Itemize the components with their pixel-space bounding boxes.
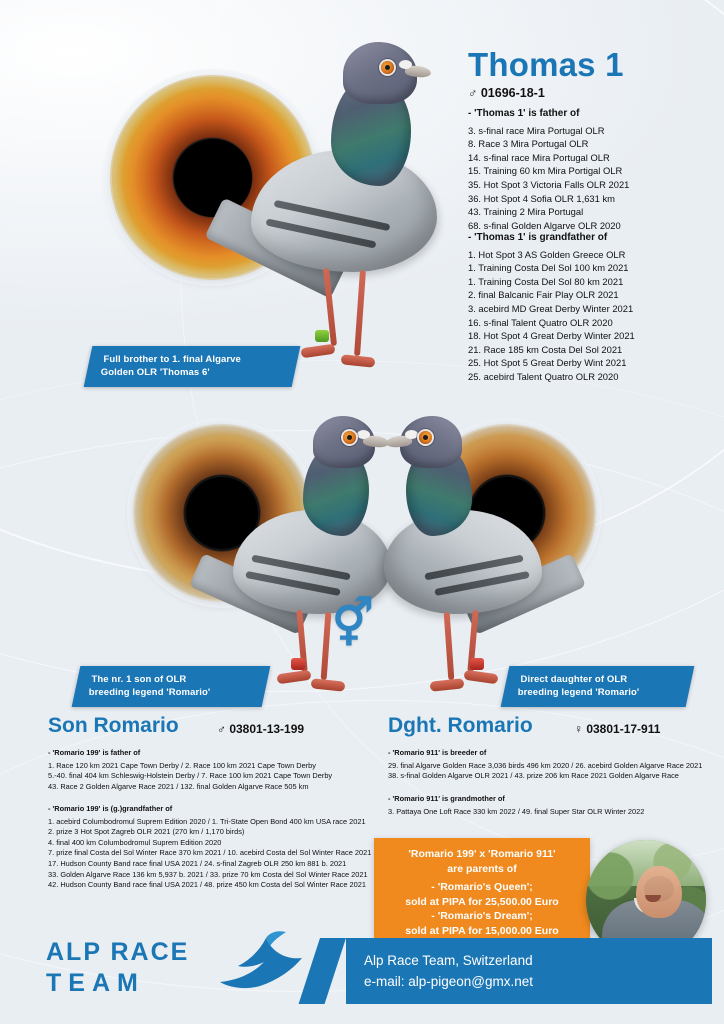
son-romario-title: Son Romario [48, 714, 179, 737]
dght-romario-title: Dght. Romario [388, 714, 533, 737]
contact-line-2: e-mail: alp-pigeon@gmx.net [364, 974, 534, 989]
ribbon-son-of-romario [72, 666, 271, 707]
grandfather-line: 16. s-final Talent Quatro OLR 2020 [468, 316, 613, 328]
parents-of-box [374, 838, 590, 947]
cere [399, 60, 412, 69]
ribbon-full-brother [84, 346, 301, 387]
father-line: 35. Hot Spot 3 Victoria Falls OLR 2021 [468, 178, 630, 190]
foot [430, 678, 465, 691]
foot [300, 344, 335, 359]
dght-romario-ring: ♀ 03801-17-911 [574, 722, 661, 736]
leg-band-green [315, 330, 329, 342]
son-grandfather-line: 2. prize 3 Hot Spot Zagreb OLR 2021 (270 km / 1,170 birds) [48, 827, 245, 837]
leg-band-red [291, 658, 305, 670]
pigeon-photo-dght-romario [360, 400, 570, 700]
main-ring-number: ♂ 01696-18-1 [468, 86, 545, 100]
alp-race-team-logo [46, 938, 189, 998]
eye [381, 61, 394, 74]
cere [405, 430, 418, 439]
grandfather-line: 1. Hot Spot 3 AS Golden Greece OLR [468, 248, 626, 260]
ribbon-line: breeding legend 'Romario' [517, 687, 640, 698]
dght-grandmother-block [388, 794, 644, 817]
son-grandfather-block [48, 804, 371, 891]
father-line: 43. Training 2 Mira Portugal [468, 206, 584, 218]
orange-line-5: - 'Romario's Dream'; [431, 910, 533, 922]
father-line: 36. Hot Spot 4 Sofia OLR 1,631 km [468, 192, 615, 204]
leg [354, 270, 366, 356]
son-grandfather-header: - 'Romario 199' is (g.)grandfather of [48, 804, 173, 813]
son-father-line: 5.-40. final 404 km Schleswig-Holstein Derby / 7. Race 100 km 2021 Cape Town Derby [48, 771, 333, 781]
ribbon-line: breeding legend 'Romario' [88, 687, 211, 698]
son-father-block [48, 748, 332, 792]
eye [343, 431, 356, 444]
ribbon-line: Direct daughter of OLR [520, 674, 628, 685]
logo-line-2: TEAM [46, 969, 145, 997]
son-grandfather-line: 4. final 400 km Columbodromul Suprem Edition 2020 [48, 837, 222, 847]
pigeon-photo-thomas-1 [215, 30, 455, 395]
dght-breeder-line: 38. s-final Golden Algarve OLR 2021 / 43. prize 206 km Race 2021 Golden Algarve Race [388, 771, 679, 781]
leg [444, 612, 455, 680]
father-line: 15. Training 60 km Mira Portigal OLR [468, 165, 623, 177]
orange-line-2: are parents of [447, 862, 517, 875]
leg [321, 612, 332, 680]
father-line: 8. Race 3 Mira Portugal OLR [468, 138, 589, 150]
gender-symbol: ⚥ [332, 597, 374, 649]
grandfather-line: 21. Race 185 km Costa Del Sol 2021 [468, 343, 623, 355]
dght-breeder-header: - 'Romario 911' is breeder of [388, 748, 487, 757]
ribbon-line: Golden OLR 'Thomas 6' [100, 367, 210, 378]
son-romario-ring: ♂ 03801-13-199 [217, 722, 305, 736]
dght-grandmother-line: 3. Pattaya One Loft Race 330 km 2022 / 49. final Super Star OLR Winter 2022 [388, 806, 645, 816]
son-grandfather-line: 1. acebird Columbodromul Suprem Edition 2020 / 1. Tri-State Open Bond 400 km USA race 2021 [48, 816, 366, 826]
leg-band-red [470, 658, 484, 670]
foot [341, 354, 376, 367]
dove-logo-svg [216, 930, 306, 996]
father-of-block [468, 107, 629, 232]
son-grandfather-line: 7. prize final Costa del Sol Winter Race 370 km 2021 / 10. acebird Costa del Sol Winter Race 2021 [48, 848, 372, 858]
contact-line-1: Alp Race Team, Switzerland [364, 953, 533, 968]
dght-breeder-block [388, 748, 702, 782]
grandfather-of-header: - 'Thomas 1' is grandfather of [468, 232, 608, 243]
father-line: 3. s-final race Mira Portugal OLR [468, 124, 605, 136]
grandfather-line: 2. final Balcanic Fair Play OLR 2021 [468, 289, 619, 301]
grandfather-line: 25. acebird Talent Quatro OLR 2020 [468, 370, 619, 382]
father-of-header: - 'Thomas 1' is father of [468, 108, 580, 119]
grandfather-line: 25. Hot Spot 5 Great Derby Wint 2021 [468, 357, 627, 369]
dght-breeder-line: 29. final Algarve Golden Race 3,036 birds 496 km 2020 / 26. acebird Golden Algarve Race 2021 [388, 760, 703, 770]
grandfather-line: 1. Training Costa Del Sol 80 km 2021 [468, 275, 624, 287]
grandfather-line: 1. Training Costa Del Sol 100 km 2021 [468, 262, 629, 274]
eye [419, 431, 432, 444]
father-line: 68. s-final Golden Algarve OLR 2020 [468, 219, 621, 231]
son-grandfather-line: 42. Hudson County Band race final USA 2021 / 48. prize 450 km Costa del Sol Winter Race 2021 [48, 880, 366, 890]
page-title: Thomas 1 [468, 46, 624, 83]
orange-line-4: sold at PIPA for 25,500.00 Euro [405, 895, 559, 908]
son-father-header: - 'Romario 199' is father of [48, 748, 141, 757]
orange-line-6: sold at PIPA for 15,000.00 Euro [405, 924, 559, 937]
contact-bar [346, 938, 712, 1004]
son-grandfather-line: 17. Hudson County Band race final USA 2021 / 24. s-final Zagreb OLR 250 km 881 b. 2021 [48, 858, 347, 868]
orange-line-3: - 'Romario's Queen'; [431, 881, 533, 893]
ribbon-daughter-of-romario [501, 666, 695, 707]
son-father-line: 43. Race 2 Golden Algarve Race 2021 / 132. final Golden Algarve Race 505 km [48, 781, 309, 791]
foot [311, 678, 346, 691]
grandfather-of-block [468, 231, 635, 384]
son-father-line: 1. Race 120 km 2021 Cape Town Derby / 2. Race 100 km 2021 Cape Town Derby [48, 760, 316, 770]
ribbon-line: The nr. 1 son of OLR [91, 674, 187, 685]
logo-line-1: ALP RACE [46, 938, 190, 966]
foot [276, 670, 311, 685]
orange-line-1: 'Romario 199' x 'Romario 911' [408, 848, 556, 860]
grandfather-line: 18. Hot Spot 4 Great Derby Winter 2021 [468, 330, 635, 342]
son-grandfather-line: 33. Golden Algarve Race 136 km 5,937 b. 2021 / 33. prize 70 km Costa del Sol Winter Race 2021 [48, 869, 368, 879]
father-line: 14. s-final race Mira Portugal OLR [468, 151, 610, 163]
dght-grandmother-header: - 'Romario 911' is grandmother of [388, 794, 505, 803]
foot [463, 670, 498, 685]
grandfather-line: 3. acebird MD Great Derby Winter 2021 [468, 302, 634, 314]
ribbon-line: Full brother to 1. final Algarve [103, 354, 241, 365]
dove-logo-icon [216, 930, 306, 996]
